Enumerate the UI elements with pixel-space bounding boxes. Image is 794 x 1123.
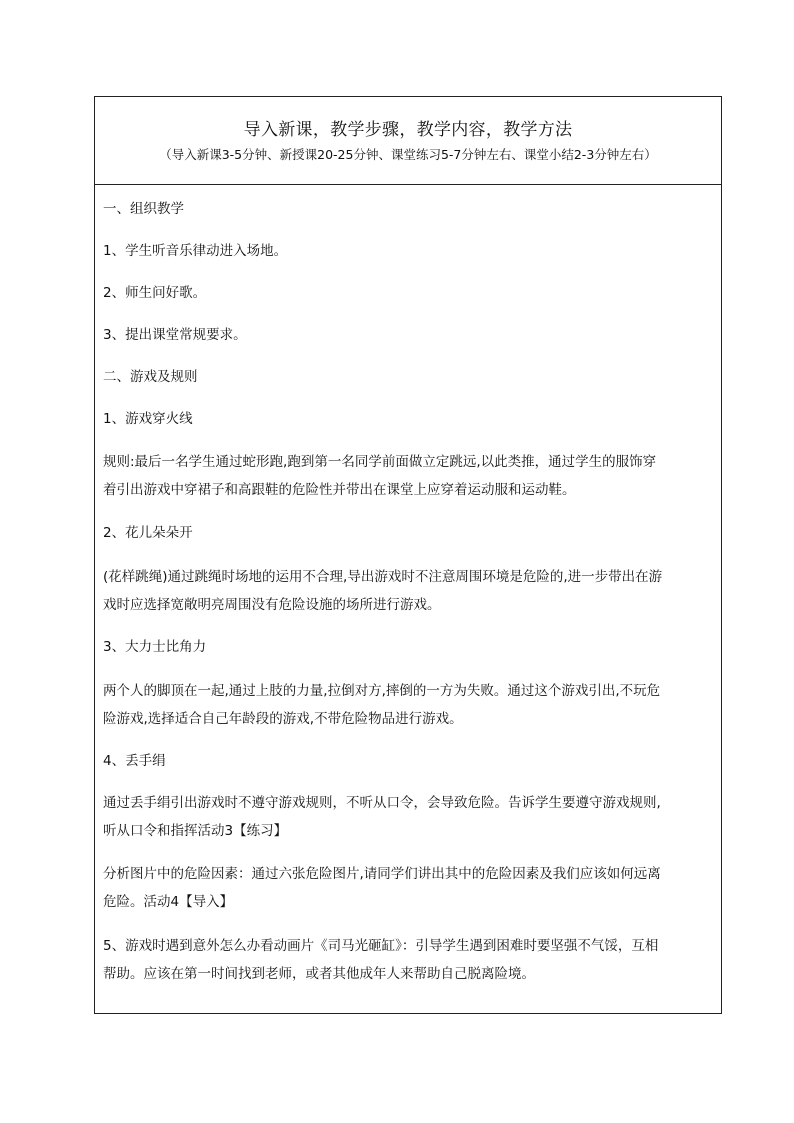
table-header	[95, 97, 721, 185]
text-line: 帮助。应该在第一时间找到老师，或者其他成年人来帮助自己脱离险境。	[103, 966, 535, 982]
text-line: 危险。活动4【导入】	[103, 894, 234, 910]
text-line: (花样跳绳)通过跳绳时场地的运用不合理,导出游戏时不注意周围环境是危险的,进一步带出在游	[103, 569, 663, 585]
text-line: 戏时应选择宽敞明亮周围没有危险设施的场所进行游戏。	[103, 597, 441, 613]
text-line: 2、师生问好歌。	[103, 285, 207, 301]
text-line: 5、游戏时遇到意外怎么办看动画片《司马光砸缸》：引导学生遇到困难时要坚强不气馁，互相	[103, 938, 659, 954]
table-subtitle: （导入新课3-5分钟、新授课20-25分钟、课堂练习5-7分钟左右、课堂小结2-3分钟左右）	[159, 147, 657, 162]
section-heading-games: 二、游戏及规则	[103, 369, 198, 385]
text-line: 通过丢手绢引出游戏时不遵守游戏规则，不听从口令，会导致危险。告诉学生要遵守游戏规则,	[103, 795, 661, 811]
text-line: 3、提出课堂常规要求。	[103, 327, 247, 343]
game-heading: 4、丢手绢	[103, 753, 166, 769]
game-heading: 3、大力士比角力	[103, 639, 207, 655]
section-heading-organize: 一、组织教学	[103, 201, 184, 217]
text-line: 1、学生听音乐律动进入场地。	[103, 243, 288, 259]
lesson-table	[94, 96, 722, 1014]
text-line: 两个人的脚顶在一起,通过上肢的力量,拉倒对方,摔倒的一方为失败。通过这个游戏引出,不玩危	[103, 683, 661, 699]
text-line: 听从口令和指挥活动3【练习】	[103, 823, 288, 839]
game-heading: 1、游戏穿火线	[103, 411, 193, 427]
text-line: 险游戏,选择适合自己年龄段的游戏,不带危险物品进行游戏。	[103, 711, 463, 727]
text-line: 分析图片中的危险因素：通过六张危险图片,请同学们讲出其中的危险因素及我们应该如何远离	[103, 866, 661, 882]
game-heading: 2、花儿朵朵开	[103, 525, 193, 541]
table-title: 导入新课，教学步骤，教学内容，教学方法	[243, 120, 573, 140]
text-line: 规则:最后一名学生通过蛇形跑,跑到第一名同学前面做立定跳远,以此类推，通过学生的服饰穿	[103, 454, 657, 470]
text-line: 着引出游戏中穿裙子和高跟鞋的危险性并带出在课堂上应穿着运动服和运动鞋。	[103, 482, 576, 498]
